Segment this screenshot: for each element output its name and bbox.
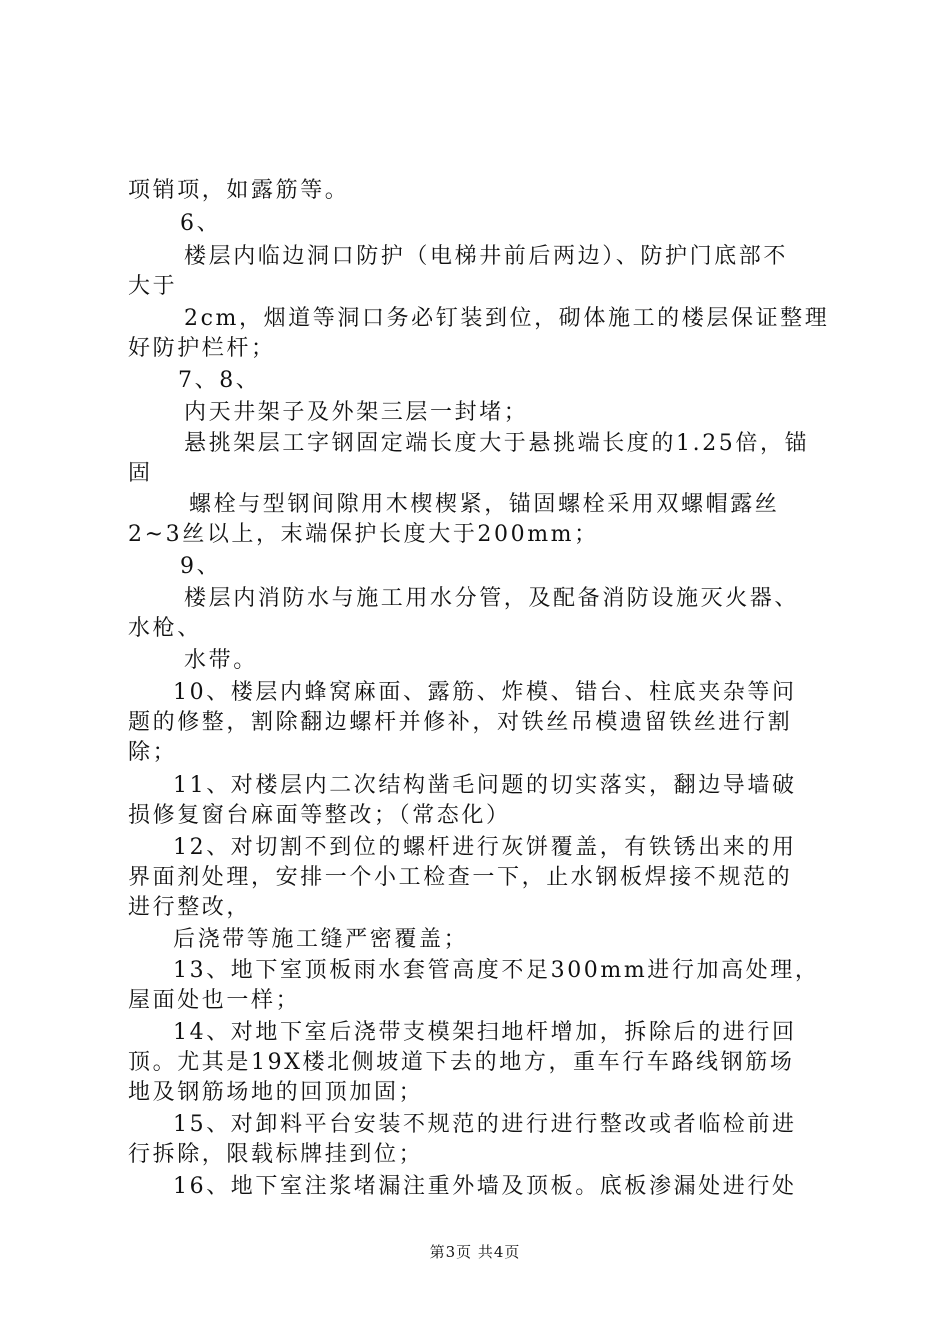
text-line: 水枪、 <box>128 616 202 641</box>
text-line: 11、对楼层内二次结构凿毛问题的切实落实，翻边导墙破 <box>173 773 797 798</box>
text-line: 10、楼层内蜂窝麻面、露筋、炸模、错台、柱底夹杂等问 <box>173 680 797 705</box>
text-line: 固 <box>128 461 153 486</box>
text-line: 悬挑架层工字钢固定端长度大于悬挑端长度的1.25倍，锚 <box>184 431 810 456</box>
text-line: 屋面处也一样； <box>128 988 301 1013</box>
text-line: 题的修整，割除翻边螺杆并修补，对铁丝吊模遗留铁丝进行割 <box>128 710 793 735</box>
text-line: 除； <box>128 740 178 765</box>
text-line: 界面剂处理，安排一个小工检查一下，止水钢板焊接不规范的 <box>128 865 793 890</box>
text-line: 16、地下室注浆堵漏注重外墙及顶板。底板渗漏处进行处 <box>173 1174 797 1199</box>
text-line: 15、对卸料平台安装不规范的进行进行整改或者临检前进 <box>173 1112 797 1137</box>
text-line: 楼层内消防水与施工用水分管，及配备消防设施灭火器、 <box>184 586 800 611</box>
text-line: 14、对地下室后浇带支模架扫地杆增加，拆除后的进行回 <box>173 1020 797 1045</box>
text-line: 9、 <box>180 554 222 579</box>
text-line: 13、地下室顶板雨水套管高度不足300mm进行加高处理， <box>173 958 820 983</box>
text-line: 2cm，烟道等洞口务必钉装到位，砌体施工的楼层保证整理 <box>184 306 830 331</box>
text-line: 行拆除，限载标牌挂到位； <box>128 1142 424 1167</box>
text-line: 7、8、 <box>178 368 261 393</box>
text-line: 后浇带等施工缝严密覆盖； <box>173 927 469 952</box>
text-line: 2~3丝以上，末端保护长度大于200mm； <box>128 522 599 547</box>
text-line: 6、 <box>180 211 222 236</box>
text-line: 内天井架子及外架三层一封堵； <box>184 400 529 425</box>
text-line: 损修复窗台麻面等整改；（常态化） <box>128 803 511 828</box>
text-line: 大于 <box>128 274 178 299</box>
text-line: 项销项，如露筋等。 <box>128 178 350 203</box>
text-line: 楼层内临边洞口防护（电梯井前后两边）、防护门底部不 <box>184 244 789 269</box>
text-line: 顶。尤其是19X楼北侧坡道下去的地方，重车行车路线钢筋场 <box>128 1050 795 1075</box>
text-line: 12、对切割不到位的螺杆进行灰饼覆盖，有铁锈出来的用 <box>173 835 797 860</box>
text-line: 螺栓与型钢间隙用木楔楔紧，锚固螺栓采用双螺帽露丝 <box>189 492 780 517</box>
text-line: 水带。 <box>184 648 258 673</box>
page-footer: 第3页 共4页 <box>429 1243 521 1261</box>
text-line: 好防护栏杆； <box>128 336 276 361</box>
text-line: 进行整改， <box>128 895 252 920</box>
text-line: 地及钢筋场地的回顶加固； <box>128 1080 424 1105</box>
